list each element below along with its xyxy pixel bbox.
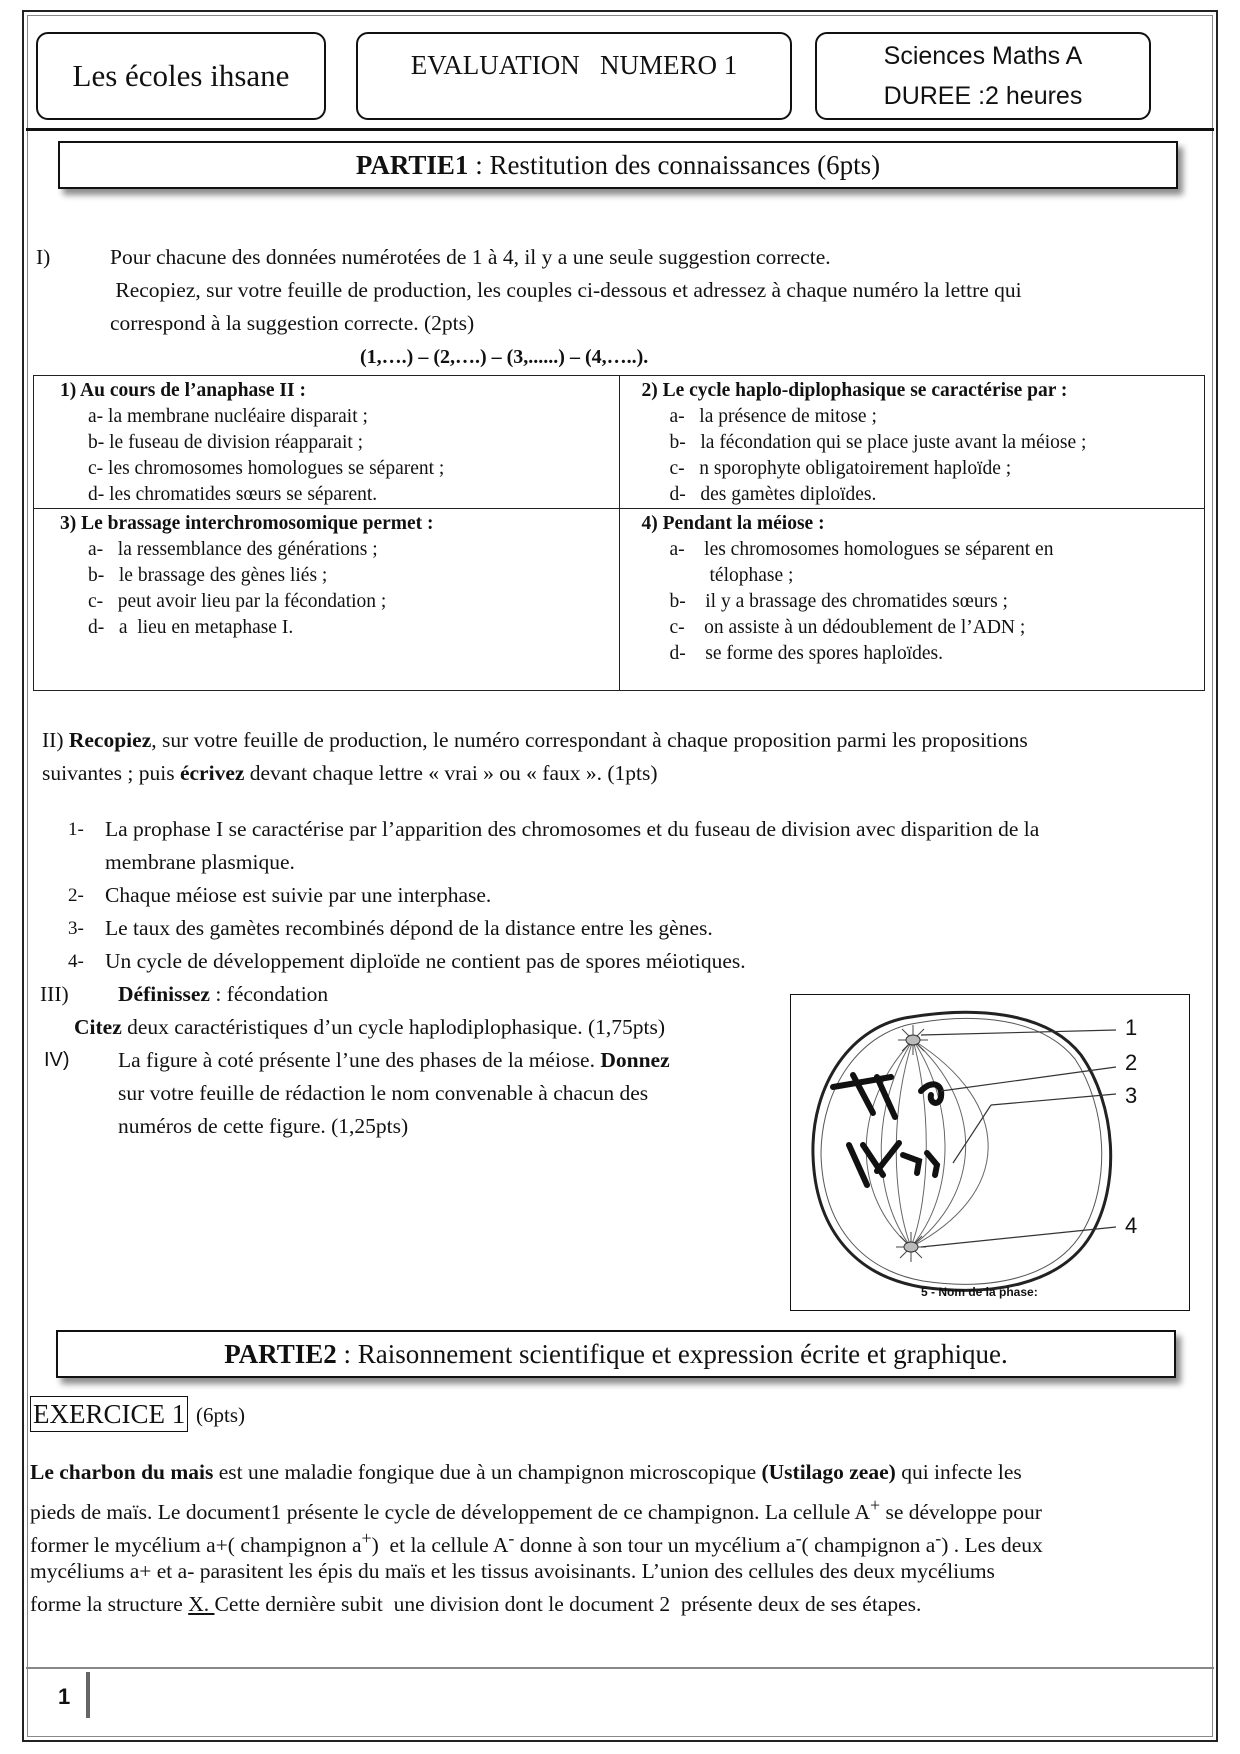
- qcm-4-option-a: a- les chromosomes homologues se séparent en: [669, 539, 1054, 560]
- q3-line1: [118, 978, 328, 1011]
- q2-number: II): [42, 728, 69, 752]
- ex1-text11: Cette dernière subit une division dont le document 2 présente deux de ses étapes.: [214, 1592, 922, 1616]
- q2-item-1-text2: membrane plasmique.: [105, 850, 295, 874]
- qcm-2-option-d: d- des gamètes diploïdes.: [669, 484, 877, 505]
- qcm-4-option-d: d- se forme des spores haploïdes.: [669, 643, 943, 664]
- figure-label-2: 2: [1125, 1050, 1138, 1075]
- ex1-text3: pieds de maïs. Le document1 présente le cycle de développement de ce champignon. La cellule A: [30, 1500, 870, 1525]
- q3-bold-citez: Citez: [74, 1015, 122, 1039]
- q2-item-3-text: Le taux des gamètes recombinés dépond de la distance entre les gènes.: [105, 916, 713, 940]
- ex1-line1: [30, 1456, 1200, 1489]
- q4-number: IV): [44, 1049, 70, 1071]
- q2-item-4-num: 4-: [68, 951, 84, 972]
- q2-item-4-text: Un cycle de développement diploïde ne contient pas de spores méiotiques.: [105, 949, 746, 973]
- qcm-cell-1: [34, 376, 620, 509]
- section-info-box: [815, 32, 1151, 120]
- qcm-3-option-d: d- a lieu en metaphase I.: [88, 617, 294, 638]
- q2-item-1-num: 1-: [68, 819, 84, 840]
- evaluation-title-box: [356, 32, 792, 120]
- ex1-text6: ) et la cellule A: [371, 1533, 509, 1558]
- q2-item-3-num: 3-: [68, 918, 84, 939]
- ex1-text4: se développe pour: [880, 1500, 1042, 1525]
- q1-line3: correspond à la suggestion correcte. (2pts): [110, 311, 475, 335]
- qcm-1-title: 1) Au cours de l’anaphase II :: [60, 380, 306, 401]
- qcm-2-option-c: c- n sporophyte obligatoirement haploïde ;: [669, 458, 1012, 479]
- ex1-sup4: -: [935, 1528, 942, 1548]
- q2-line2: [42, 757, 658, 790]
- ex1-sup-plus: +: [869, 1495, 881, 1515]
- footer-rule: [26, 1667, 1214, 1669]
- qcm-3-title: 3) Le brassage interchromosomique permet :: [60, 513, 434, 534]
- header-rule: [26, 128, 1214, 131]
- meiosis-cell-drawing: [791, 995, 1191, 1312]
- q2-item-2-text: Chaque méiose est suivie par une interphase.: [105, 883, 492, 907]
- figure-label-1: 1: [1125, 1015, 1138, 1040]
- q3-bold-definissez: Définissez: [118, 982, 210, 1006]
- q2-item-1-text: La prophase I se caractérise par l’apparition des chromosomes et du fuseau de division avec disparition de la: [105, 817, 1040, 841]
- figure-label-3: 3: [1125, 1083, 1138, 1108]
- ex1-bold-ustilago: (Ustilago zeae): [761, 1460, 896, 1484]
- meiosis-figure: [790, 994, 1190, 1311]
- q3-line2: [74, 1011, 665, 1044]
- school-name: Les écoles ihsane: [72, 58, 290, 93]
- partie2-banner: [56, 1330, 1176, 1378]
- q2-item-2-num: 2-: [68, 885, 84, 906]
- q3-text2: deux caractéristiques d’un cycle haplodiplophasique. (1,75pts): [121, 1015, 666, 1039]
- qcm-table: [33, 375, 1205, 691]
- exercice1-title: EXERCICE 1: [30, 1396, 188, 1432]
- qcm-cell-3: [34, 509, 620, 691]
- ex1-structure-x: X.: [188, 1592, 215, 1616]
- qcm-1-option-d: d- les chromatides sœurs se séparent.: [88, 484, 378, 505]
- page-number-bar: [86, 1672, 90, 1718]
- q2-bold-recopiez: Recopiez: [68, 728, 152, 752]
- qcm-1-option-c: c- les chromosomes homologues se séparent ;: [88, 458, 445, 479]
- ex1-text2: qui infecte les: [895, 1460, 1022, 1484]
- qcm-4-option-c: c- on assiste à un dédoublement de l’ADN ;: [669, 617, 1026, 638]
- qcm-4-title: 4) Pendant la méiose :: [641, 513, 825, 534]
- q4-line2: sur votre feuille de rédaction le nom convenable à chacun des: [118, 1081, 649, 1105]
- qcm-3-option-c: c- peut avoir lieu par la fécondation ;: [88, 591, 387, 612]
- ex1-text9: ) . Les deux: [941, 1533, 1043, 1558]
- ex1-text7: donne à son tour un mycélium a: [514, 1533, 796, 1558]
- ex1-line5: [30, 1588, 1200, 1621]
- q4-text1: La figure à coté présente l’une des phases de la méiose.: [118, 1048, 601, 1072]
- q1-pairs: (1,….) – (2,….) – (3,......) – (4,…..).: [360, 346, 649, 368]
- figure-caption: 5 - Nom de la phase:: [921, 1285, 1038, 1299]
- ex1-sup2: -: [508, 1528, 515, 1548]
- qcm-3-option-b: b- le brassage des gènes liés ;: [88, 565, 328, 586]
- evaluation-title: EVALUATION NUMERO 1: [410, 50, 738, 80]
- qcm-2-option-a: a- la présence de mitose ;: [669, 406, 877, 427]
- ex1-line4: mycéliums a+ et a- parasitent les épis du maïs et les tissus avoisinants. L’union des cellules des deux mycéliums: [30, 1559, 995, 1583]
- q2-text2b: devant chaque lettre « vrai » ou « faux ». (1pts): [244, 761, 658, 785]
- partie1-label: PARTIE1: [355, 149, 469, 180]
- q4-line3: numéros de cette figure. (1,25pts): [118, 1114, 409, 1138]
- qcm-2-title: 2) Le cycle haplo-diplophasique se caractérise par :: [641, 380, 1068, 401]
- ex1-sup1: +: [361, 1528, 372, 1548]
- qcm-cell-2: [619, 376, 1205, 509]
- q3-text1: : fécondation: [209, 982, 329, 1006]
- q1-number: I): [36, 245, 51, 269]
- ex1-bold-charbon: Le charbon du mais: [30, 1460, 214, 1484]
- ex1-text5: former le mycélium a+( champignon a: [30, 1533, 362, 1558]
- ex1-text1: est une maladie fongique due à un champignon microscopique: [213, 1460, 762, 1484]
- q2-line1: [42, 724, 1028, 757]
- q3-number: III): [40, 982, 69, 1006]
- q4-bold-donnez: Donnez: [600, 1048, 670, 1072]
- qcm-1-option-a: a- la membrane nucléaire disparait ;: [88, 406, 368, 427]
- q2-text1: , sur votre feuille de production, le numéro correspondant à chaque proposition parmi les propositions: [151, 728, 1028, 752]
- partie2-title: : Raisonnement scientifique et expression écrite et graphique.: [336, 1338, 1008, 1369]
- partie2-label: PARTIE2: [224, 1338, 337, 1369]
- ex1-text10: forme la structure: [30, 1592, 189, 1616]
- qcm-4-option-a-cont: télophase ;: [709, 565, 794, 586]
- qcm-1-option-b: b- le fuseau de division réapparait ;: [88, 432, 364, 453]
- partie1-banner: [58, 141, 1178, 189]
- exercice1-points: (6pts): [196, 1403, 245, 1427]
- school-name-box: [36, 32, 326, 120]
- q1-line2: Recopiez, sur votre feuille de production, les couples ci-dessous et adressez à chaque numéro la lettre qui: [110, 278, 1022, 302]
- page-number: 1: [58, 1684, 71, 1709]
- section-name: Sciences Maths A: [883, 42, 1083, 70]
- figure-label-4: 4: [1125, 1213, 1138, 1238]
- duration: DUREE :2 heures: [883, 82, 1083, 110]
- qcm-cell-4: [619, 509, 1205, 691]
- chromosomes: [833, 1075, 941, 1185]
- q2-bold-ecrivez: écrivez: [179, 761, 245, 785]
- qcm-2-option-b: b- la fécondation qui se place juste avant la méiose ;: [669, 432, 1087, 453]
- q1-line1: Pour chacune des données numérotées de 1 à 4, il y a une seule suggestion correcte.: [110, 245, 831, 269]
- q2-text2a: suivantes ; puis: [42, 761, 180, 785]
- top-aster: [898, 1025, 928, 1055]
- ex1-text8: ( champignon a: [801, 1533, 936, 1558]
- ex1-sup3: -: [795, 1528, 802, 1548]
- qcm-3-option-a: a- la ressemblance des générations ;: [88, 539, 378, 560]
- q4-line1: [118, 1044, 670, 1077]
- partie1-title: : Restitution des connaissances (6pts): [468, 149, 881, 180]
- qcm-4-option-b: b- il y a brassage des chromatides sœurs ;: [669, 591, 1008, 612]
